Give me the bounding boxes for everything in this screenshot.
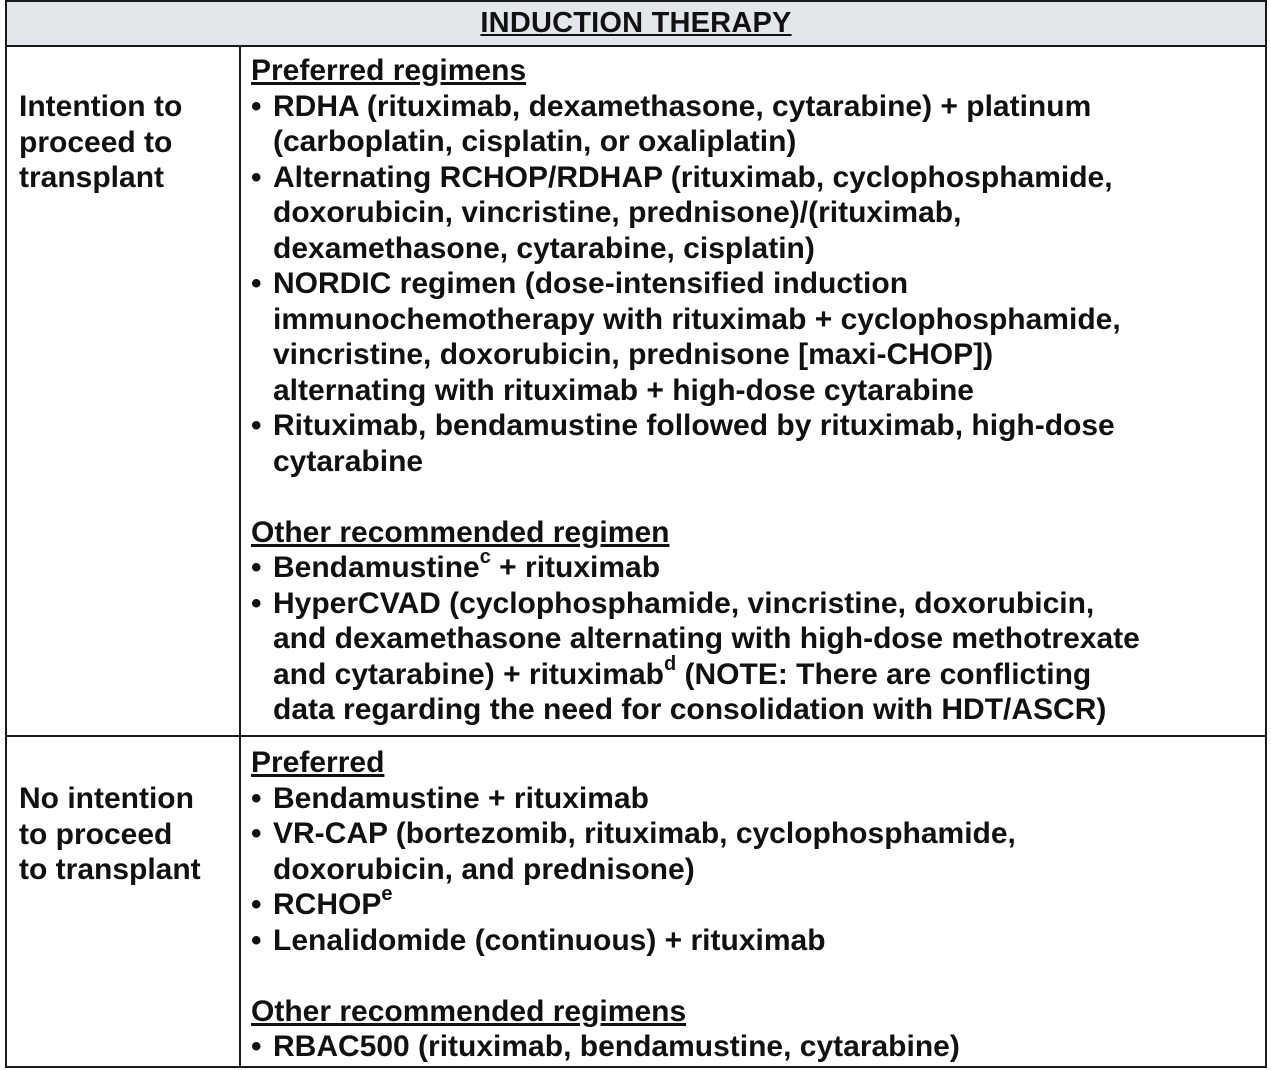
list-item: • Alternating RCHOP/RDHAP (rituximab, cyclophosphamide, doxorubicin, vincristine, prednisone)/(rituximab, dexamethasone, cytarabine, cisplatin) xyxy=(251,160,1113,265)
column-divider xyxy=(239,45,241,1066)
list-item: • NORDIC regimen (dose-intensified induction immunochemotherapy with rituximab + cyclophosphamide, vincristine, doxorubicin, prednisone [maxi-CHOP]) alternating with rituximab + high-dose cytarabine xyxy=(251,267,1121,407)
induction-therapy-table xyxy=(5,0,1267,1068)
row-content-transplant xyxy=(251,53,1257,728)
section-title-other: Other recommended regimen xyxy=(251,515,670,549)
section-title-preferred: Preferred regimens xyxy=(251,54,527,87)
list-item: • HyperCVAD (cyclophosphamide, vincristine, doxorubicin, and dexamethasone alternating with high-dose methotrexate and cytarabine) + rituximab$^d$ (NOTE: There are conflicting data regarding the need for consolidation with HDT/ASCR) xyxy=(251,586,1140,726)
row-divider xyxy=(7,735,1265,737)
footnote-marker: c xyxy=(479,546,491,568)
footnote-marker: e xyxy=(381,883,393,905)
list-item: • RCHOP$^e$ xyxy=(251,883,393,921)
section-title-other: Other recommended regimens xyxy=(251,994,687,1028)
list-item: • Lenalidomide (continuous) + rituximab xyxy=(251,923,826,957)
list-item: • RBAC500 (rituximab, bendamustine, cytarabine) xyxy=(251,1030,960,1063)
row-label-no-transplant: No intention to proceed to transplant xyxy=(19,782,201,886)
list-item: • Bendamustine$^c$ + rituximab xyxy=(251,546,661,584)
section-title-preferred: Preferred xyxy=(251,746,385,779)
row-label-transplant: Intention to proceed to transplant xyxy=(19,90,183,194)
footnote-marker: d xyxy=(663,652,677,675)
list-item: • RDHA (rituximab, dexamethasone, cytarabine) + platinum (carboplatin, cisplatin, or oxaliplatin) xyxy=(251,89,1092,158)
list-item: • Bendamustine + rituximab xyxy=(251,781,649,815)
row-content-no-transplant xyxy=(251,745,1257,1065)
list-item: • Rituximab, bendamustine followed by rituximab, high-dose cytarabine xyxy=(251,409,1115,478)
table-header xyxy=(7,2,1265,47)
table-title: INDUCTION THERAPY xyxy=(480,7,792,39)
list-item: • VR-CAP (bortezomib, rituximab, cyclophosphamide, doxorubicin, and prednisone) xyxy=(251,817,1016,886)
